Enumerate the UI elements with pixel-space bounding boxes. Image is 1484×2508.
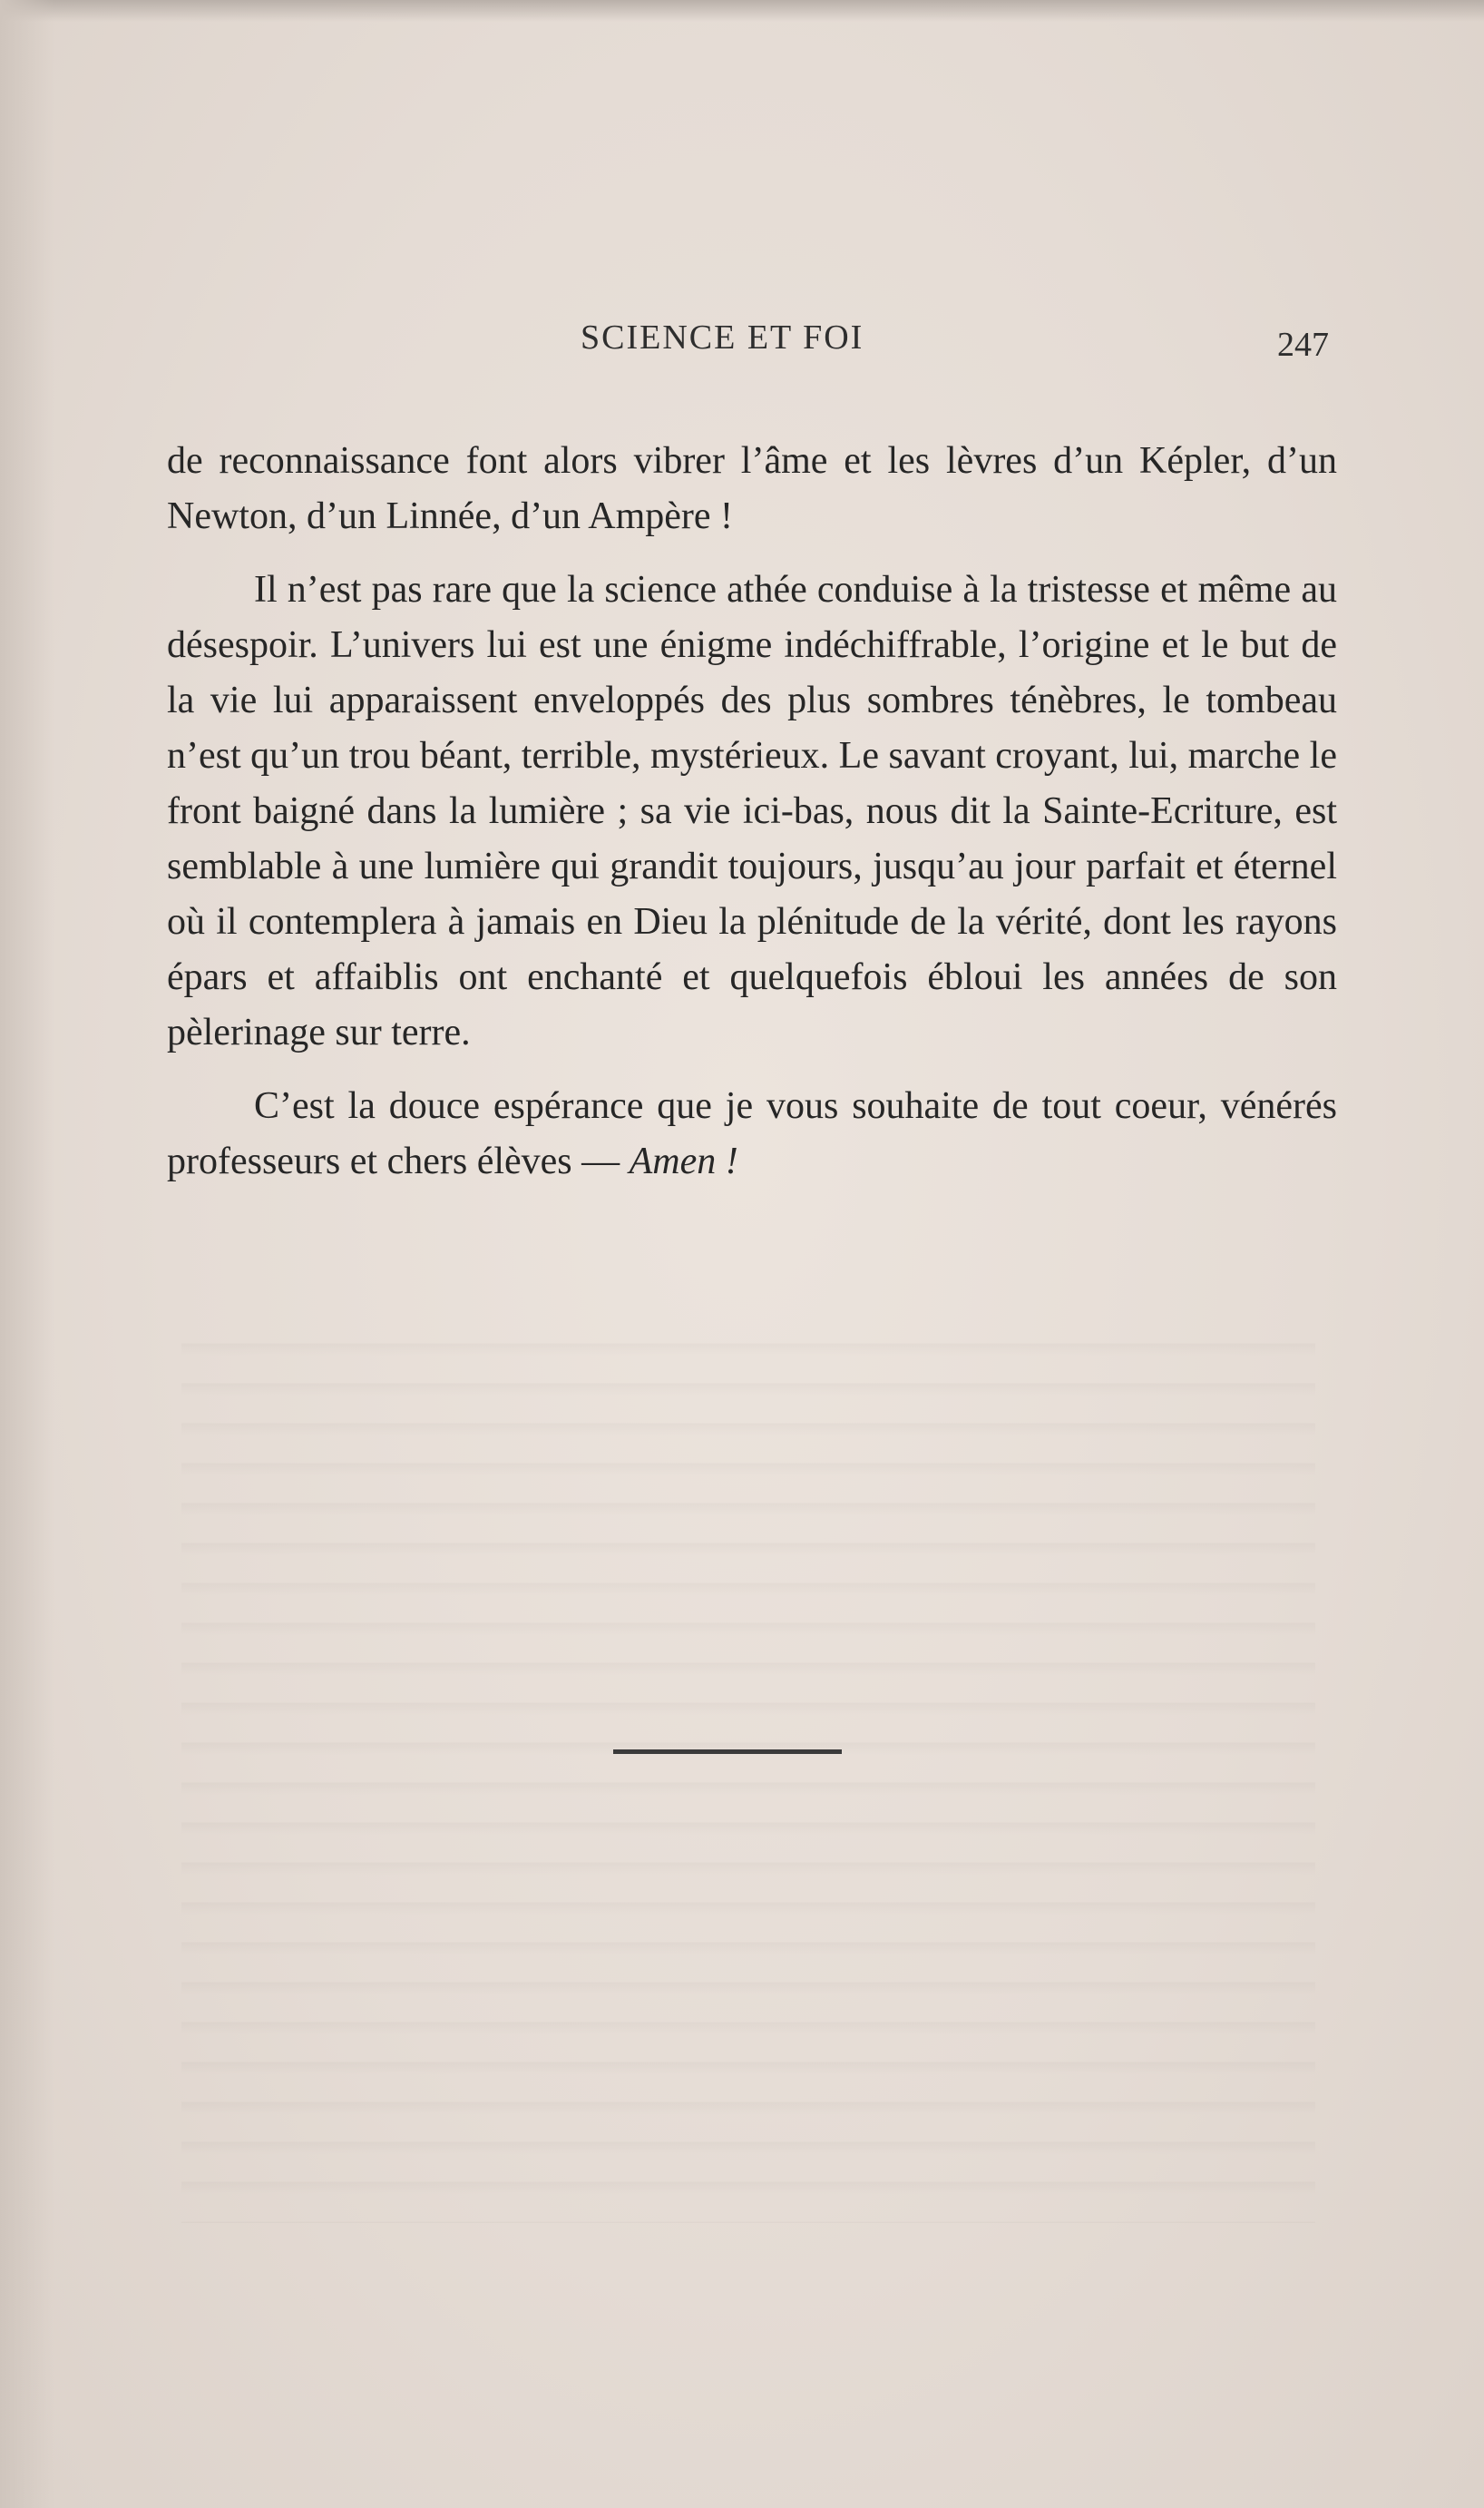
running-head: SCIENCE ET FOI — [581, 318, 864, 357]
end-rule — [613, 1749, 842, 1754]
paragraph-closing — [167, 1079, 1337, 1190]
show-through-bleed — [181, 1316, 1315, 2223]
page-top-shadow — [0, 0, 1484, 22]
amen-text: Amen ! — [629, 1141, 738, 1182]
page-number: 247 — [1277, 326, 1329, 364]
paragraph-continued: de reconnaissance font alors vibrer l’âme et les lèvres d’un Képler, d’un Newton, d’un Linnée, d’un Ampère ! — [167, 440, 1337, 537]
page-left-shadow — [0, 0, 54, 2508]
paragraph-science: Il n’est pas rare que la science athée conduise à la tristesse et même au désespoir. L’univers lui est une énigme indéchiffrable, l’origine et le but de la vie lui apparaissent enveloppés des plus sombres ténèbres, le tombeau n’est qu’un trou béant, terrible, mystérieux. Le savant croyant, lui, marche le front baigné dans la lumière ; sa vie ici-bas, nous dit la Sainte-Ecriture, est semblable à une lumière qui grandit toujours, jusqu’au jour parfait et éternel où il contemplera à jamais en Dieu la plénitude de la vérité, dont les rayons épars et affaiblis ont enchanté et quelquefois ébloui les années de son pèlerinage sur terre. — [167, 569, 1337, 1053]
body-text — [167, 434, 1337, 1208]
closing-text: C’est la douce espérance que je vous souhaite de tout coeur, vénérés professeurs et chers élèves — — [167, 1085, 1337, 1182]
